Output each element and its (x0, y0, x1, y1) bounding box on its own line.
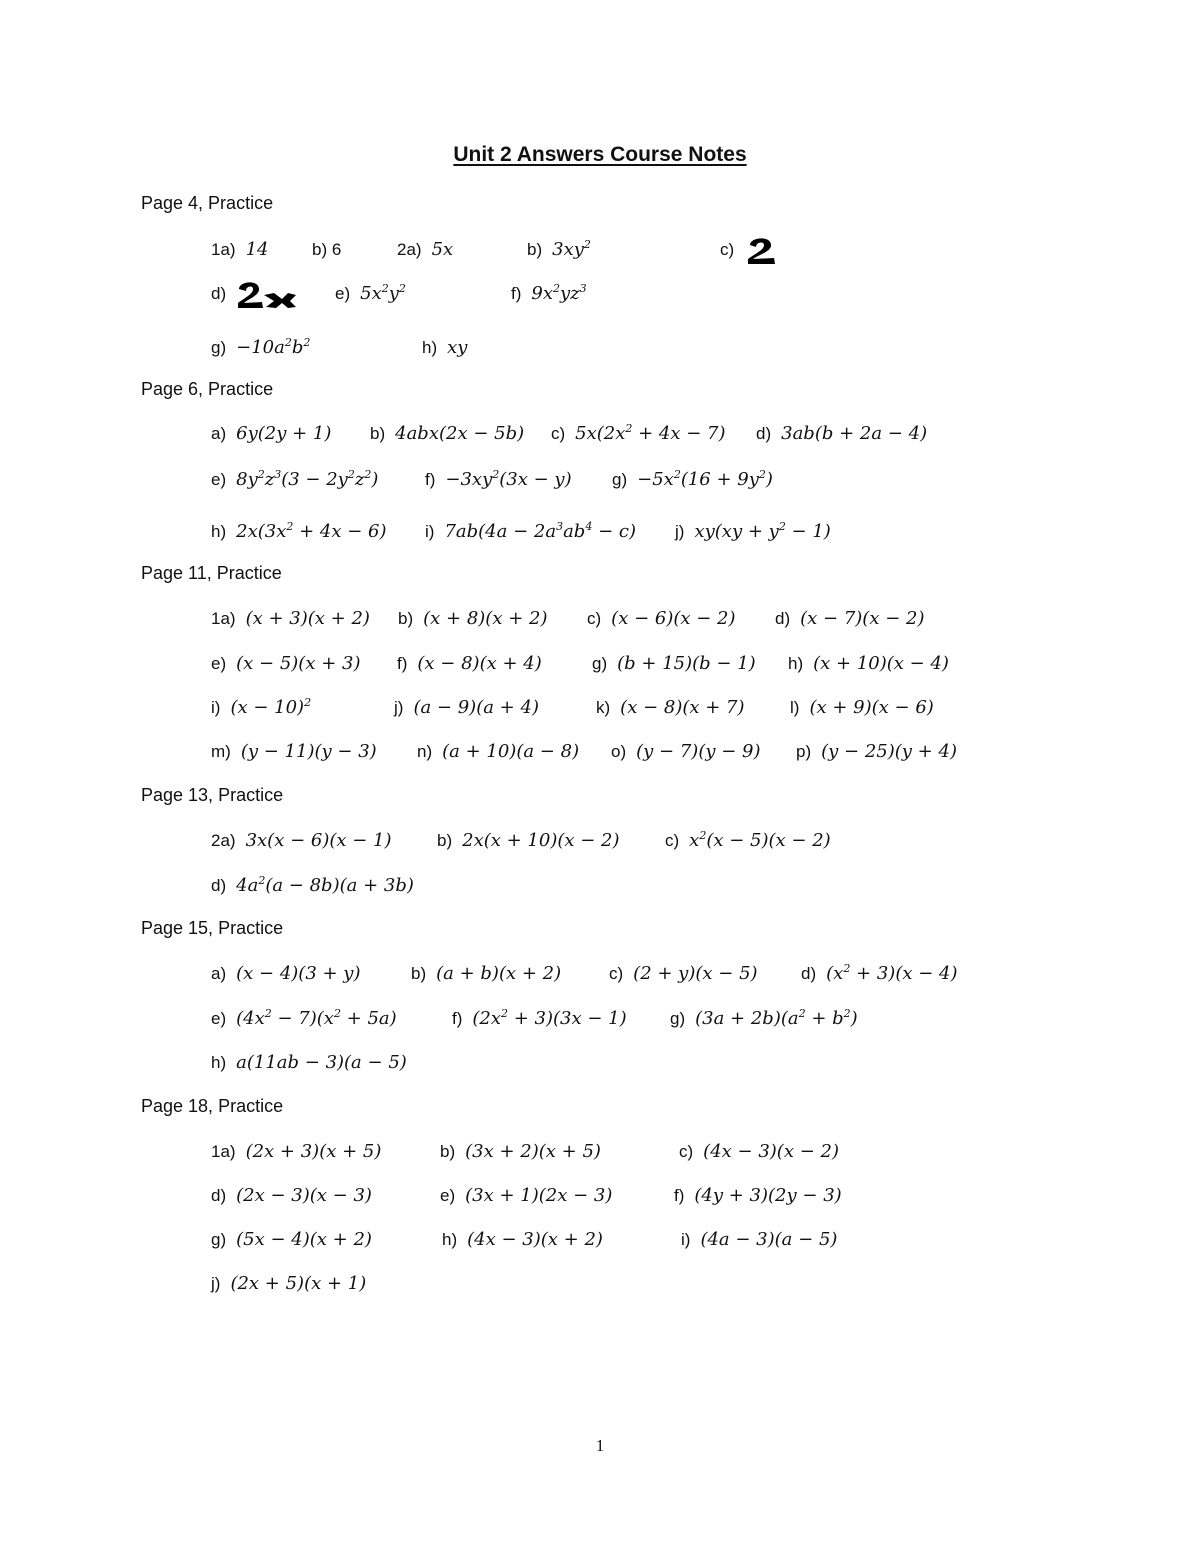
answer-label: e) (211, 1009, 227, 1028)
answer-item (442, 1224, 603, 1255)
answer-label: i) (681, 1230, 691, 1249)
answer-expression: (4a − 3)(a − 5) (700, 1229, 838, 1250)
page-number: 1 (595, 1436, 605, 1455)
answer-label: k) (596, 698, 611, 717)
answer-label: a) (211, 964, 227, 983)
answer-item (511, 278, 587, 309)
answer-label: e) (211, 470, 227, 489)
answer-label: g) (211, 338, 227, 357)
answer-label: f) (511, 284, 522, 303)
answer-expression: $2x(3x^2 + 4x - 6)$ (236, 520, 387, 542)
answer-item (211, 692, 311, 723)
answer-item (592, 648, 756, 679)
answer-expression: (3x + 2)(x + 5) (465, 1141, 601, 1162)
answer-item (397, 648, 542, 679)
answer-item (756, 418, 927, 449)
answer-expression: 6y(2y + 1) (236, 423, 332, 444)
answer-label: c) (587, 609, 602, 628)
answer-expression: 14 (245, 239, 269, 260)
answer-expression: $-3xy^2(3x - y)$ (445, 468, 572, 490)
answer-label: c) (551, 424, 566, 443)
answer-item (437, 825, 620, 856)
answer-label: o) (611, 742, 627, 761)
answer-expression: 3x(x − 6)(x − 1) (245, 830, 392, 851)
answer-expression: (y − 11)(y − 3) (240, 741, 377, 762)
answer-expression: $-10a^2b^2$ (236, 336, 311, 358)
answer-label: e) (335, 284, 351, 303)
answer-expression: $9x^2yz^3$ (531, 282, 587, 304)
answer-item (370, 418, 524, 449)
answer-label: b) (370, 424, 386, 443)
answer-expression: (x − 8)(x + 4) (417, 653, 542, 674)
answer-expression: (x − 8)(x + 7) (620, 697, 745, 718)
answer-item (211, 1224, 372, 1255)
answer-expression: $5x^2y^2$ (360, 282, 406, 304)
answer-item (211, 648, 360, 679)
answer-expression: 5x (431, 239, 454, 260)
answer-label: d) (211, 1186, 227, 1205)
answer-label: e) (211, 654, 227, 673)
answer-item (796, 736, 957, 767)
answer-label: b) (440, 1142, 456, 1161)
answer-label: p) (796, 742, 812, 761)
answer-expression: (2 + y)(x − 5) (633, 963, 758, 984)
answer-label: e) (440, 1186, 456, 1205)
answer-expression: $8y^2z^3(3 - 2y^2z^2)$ (236, 468, 379, 490)
answer-label: d) (211, 876, 227, 895)
section-heading: Page 15, Practice (141, 918, 284, 938)
handwritten-answer (236, 283, 298, 304)
answer-label: h) (422, 338, 438, 357)
answer-label: h) (211, 522, 227, 541)
answer-label: 1a) (211, 240, 236, 259)
answer-expression: $xy(xy + y^2 - 1)$ (694, 520, 831, 542)
answer-label: a) (211, 424, 227, 443)
answer-item (417, 736, 579, 767)
answer-item (398, 603, 547, 634)
answer-item (394, 692, 539, 723)
answer-item (801, 958, 958, 989)
answer-expression: $(x^2 + 3)(x - 4)$ (826, 962, 958, 984)
answer-item (211, 1003, 397, 1034)
answer-item (681, 1224, 837, 1255)
answer-item (425, 516, 636, 547)
answer-item (674, 1180, 842, 1211)
answer-item (211, 958, 361, 989)
answer-expression: (x − 4)(3 + y) (236, 963, 361, 984)
answer-item (440, 1180, 612, 1211)
answer-label: f) (674, 1186, 685, 1205)
answer-item (670, 1003, 858, 1034)
answer-item (335, 278, 406, 309)
answer-expression: (5x − 4)(x + 2) (236, 1229, 372, 1250)
answer-expression: $(2x^2 + 3)(3x - 1)$ (472, 1007, 627, 1029)
answer-item (788, 648, 949, 679)
answer-item (211, 516, 387, 547)
answer-label: n) (417, 742, 433, 761)
answer-expression: 2x(x + 10)(x − 2) (462, 830, 620, 851)
section-heading: Page 18, Practice (141, 1096, 284, 1116)
section-heading: Page 4, Practice (141, 193, 274, 213)
answer-expression: $(x - 10)^2$ (230, 696, 312, 718)
answer-label: f) (397, 654, 408, 673)
answer-expression: (y − 25)(y + 4) (821, 741, 957, 762)
answer-item (587, 603, 736, 634)
answer-label: f) (452, 1009, 463, 1028)
answer-item (312, 234, 351, 265)
answer-expression: (x + 9)(x − 6) (809, 697, 934, 718)
answer-expression: (3x + 1)(2x − 3) (465, 1185, 613, 1206)
answer-item (596, 692, 745, 723)
answer-label: d) (211, 284, 227, 303)
answer-expression: $7ab(4a - 2a^3ab^4 - c)$ (444, 520, 636, 542)
answer-item (422, 332, 467, 363)
answer-label: 1a) (211, 1142, 236, 1161)
answer-item (609, 958, 758, 989)
answer-expression: (2x + 5)(x + 1) (230, 1273, 367, 1294)
answer-label: h) (211, 1053, 227, 1072)
answer-label: g) (670, 1009, 686, 1028)
answer-label: i) (425, 522, 435, 541)
answer-item (211, 1268, 366, 1299)
answer-label: g) (592, 654, 608, 673)
answer-item (665, 825, 831, 856)
answer-label: b) 6 (312, 240, 342, 259)
answer-label: d) (756, 424, 772, 443)
answer-label: c) (720, 240, 735, 259)
answer-label: c) (679, 1142, 694, 1161)
answer-label: m) (211, 742, 231, 761)
answer-item (425, 464, 572, 495)
answer-label: b) (437, 831, 453, 850)
answer-item (211, 1180, 372, 1211)
handwritten-answer (744, 239, 778, 260)
answer-item (612, 464, 773, 495)
answer-item (211, 825, 392, 856)
answer-item (775, 603, 924, 634)
answer-expression: $x^2(x - 5)(x - 2)$ (689, 829, 831, 851)
answer-expression: $(3a + 2b)(a^2 + b^2)$ (695, 1007, 858, 1029)
answer-expression: (a + b)(x + 2) (436, 963, 562, 984)
answer-expression: $4a^2(a - 8b)(a + 3b)$ (236, 874, 414, 896)
answer-item (679, 1136, 839, 1167)
answer-expression: a(11ab − 3)(a − 5) (236, 1052, 407, 1073)
answer-label: l) (790, 698, 800, 717)
answer-label: g) (211, 1230, 227, 1249)
answer-item (211, 1047, 407, 1078)
answer-item (611, 736, 761, 767)
answer-item (211, 870, 414, 901)
answer-label: j) (211, 1274, 221, 1293)
answer-expression: (x + 10)(x − 4) (813, 653, 949, 674)
answer-expression: $(4x^2 - 7)(x^2 + 5a)$ (236, 1007, 397, 1029)
answer-expression: (4x − 3)(x − 2) (703, 1141, 839, 1162)
answer-label: g) (612, 470, 628, 489)
answer-expression: (x − 7)(x − 2) (800, 608, 925, 629)
answer-item (211, 736, 377, 767)
answer-item (211, 1136, 381, 1167)
answer-expression: (a − 9)(a + 4) (413, 697, 539, 718)
section-heading: Page 13, Practice (141, 785, 284, 805)
answer-label: h) (442, 1230, 458, 1249)
answer-item (211, 332, 310, 363)
answer-expression: $5x(2x^2 + 4x - 7)$ (575, 422, 726, 444)
answer-item (440, 1136, 601, 1167)
answer-expression: xy (447, 337, 468, 358)
answer-expression: (4y + 3)(2y − 3) (694, 1185, 842, 1206)
answer-expression: (x − 5)(x + 3) (236, 653, 361, 674)
answer-item (790, 692, 934, 723)
answer-item (211, 234, 268, 265)
answer-label: b) (527, 240, 543, 259)
answer-expression: $3xy^2$ (552, 238, 591, 260)
answer-label: i) (211, 698, 221, 717)
section-heading: Page 6, Practice (141, 379, 274, 399)
answer-item (397, 234, 453, 265)
answer-item (211, 603, 370, 634)
section-heading: Page 11, Practice (141, 563, 282, 583)
answer-expression: $-5x^2(16 + 9y^2)$ (637, 468, 773, 490)
answer-expression: 4abx(2x − 5b) (395, 423, 525, 444)
answer-item (527, 234, 591, 265)
answer-label: f) (425, 470, 436, 489)
answer-expression: (b + 15)(b − 1) (617, 653, 756, 674)
answer-expression: (2x − 3)(x − 3) (236, 1185, 372, 1206)
answer-item (452, 1003, 627, 1034)
answer-expression: (2x + 3)(x + 5) (245, 1141, 382, 1162)
answer-label: c) (665, 831, 680, 850)
answer-label: 2a) (397, 240, 422, 259)
answer-label: j) (394, 698, 404, 717)
answer-label: b) (398, 609, 414, 628)
answer-expression: (a + 10)(a − 8) (442, 741, 580, 762)
answer-item (211, 418, 331, 449)
answer-item (720, 234, 778, 265)
answer-expression: (x + 3)(x + 2) (245, 608, 370, 629)
answer-item (211, 278, 298, 309)
answer-item (675, 516, 831, 547)
answer-item (411, 958, 561, 989)
answer-label: d) (801, 964, 817, 983)
answer-label: 1a) (211, 609, 236, 628)
page-title: Unit 2 Answers Course Notes (453, 143, 747, 166)
answer-expression: (x + 8)(x + 2) (423, 608, 548, 629)
answer-item (551, 418, 726, 449)
answer-expression: 3ab(b + 2a − 4) (781, 423, 928, 444)
answer-label: c) (609, 964, 624, 983)
answer-expression: (y − 7)(y − 9) (636, 741, 761, 762)
answer-label: h) (788, 654, 804, 673)
answer-expression: (4x − 3)(x + 2) (467, 1229, 603, 1250)
answer-label: b) (411, 964, 427, 983)
answer-label: 2a) (211, 831, 236, 850)
answer-expression: (x − 6)(x − 2) (611, 608, 736, 629)
answer-label: d) (775, 609, 791, 628)
answer-label: j) (675, 522, 685, 541)
answer-item (211, 464, 378, 495)
